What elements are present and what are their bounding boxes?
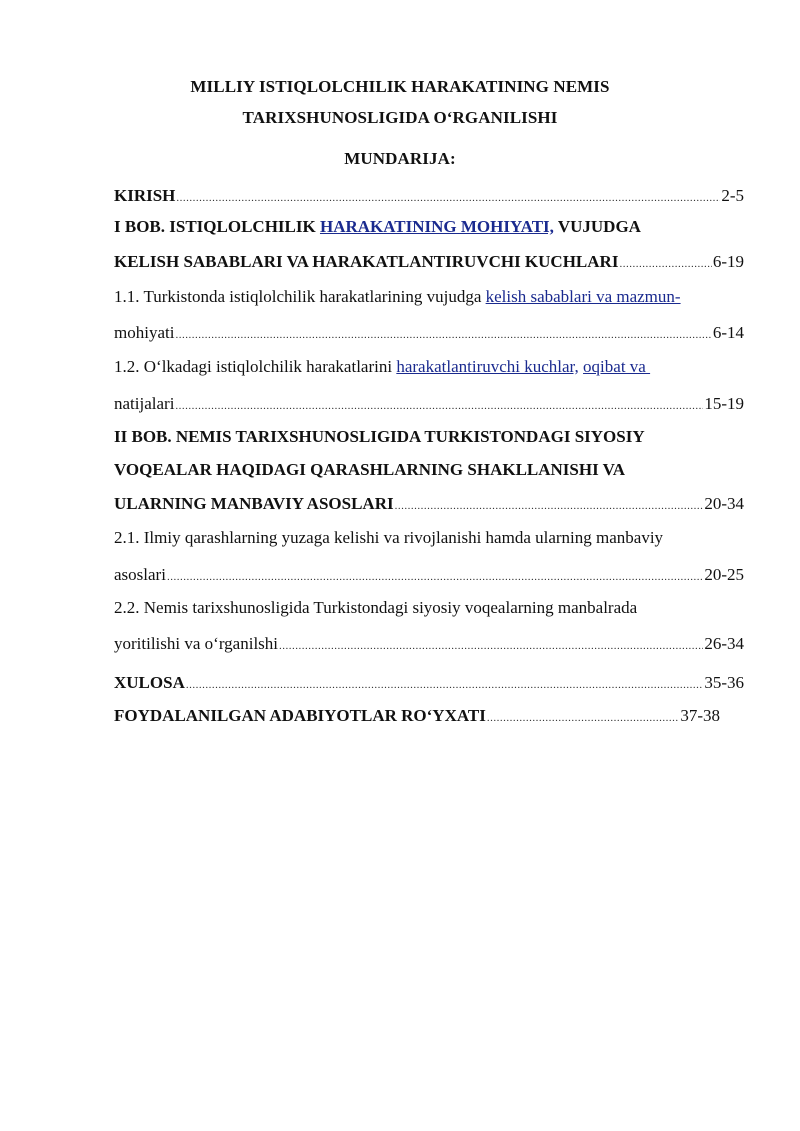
toc-entry-intro[interactable]: [114, 186, 744, 212]
document-title-line-2: TARIXSHUNOSLIGIDA O‘RGANILISHI: [242, 108, 558, 127]
toc-entry-label: VUJUDGA: [553, 217, 641, 236]
toc-entry-label: ULARNING MANBAVIY ASOSLARI: [114, 494, 394, 513]
toc-entry-label: yoritilishi va o‘rganilshi: [114, 634, 279, 653]
toc-page-range: 15-19: [704, 394, 744, 413]
toc-entry-label: II BOB. NEMIS TARIXSHUNOSLIGIDA TURKISTONDAGI SIYOSIY: [114, 427, 645, 446]
toc-entry-chapter-1-line-1: [114, 217, 744, 243]
toc-link[interactable]: oqibat va: [583, 357, 651, 376]
dot-leader: [279, 640, 703, 652]
toc-page-range: 6-14: [712, 323, 744, 342]
dot-leader: [186, 679, 703, 691]
toc-entry-chapter-1[interactable]: [114, 252, 744, 278]
toc-page-range: 26-34: [704, 634, 744, 653]
toc-entry-references[interactable]: [114, 706, 720, 732]
toc-page-range: 35-36: [704, 673, 744, 692]
toc-page-range: 20-34: [704, 494, 744, 513]
toc-page-range: 37-38: [680, 706, 720, 725]
toc-entry-label: mohiyati: [114, 323, 175, 342]
toc-entry-section-1-1[interactable]: [114, 323, 744, 349]
contents-heading: MUNDARIJA:: [344, 149, 456, 168]
dot-leader: [167, 571, 703, 583]
toc-link[interactable]: kelish sabablari va mazmun-: [485, 287, 681, 306]
toc-entry-section-2-1-line-1: [114, 528, 744, 554]
toc-entry-label: 1.2. O‘lkadagi istiqlolchilik harakatlarini: [114, 357, 397, 376]
toc-page-range: 20-25: [704, 565, 744, 584]
toc-entry-section-1-2-line-1: [114, 357, 744, 383]
toc-entry-label: natijalari: [114, 394, 175, 413]
toc-entry-section-1-2[interactable]: [114, 394, 744, 420]
dot-leader: [395, 500, 704, 512]
document-title-line-1: MILLIY ISTIQLOLCHILIK HARAKATINING NEMIS: [190, 77, 610, 96]
toc-entry-label: asoslari: [114, 565, 166, 584]
toc-entry-label: 2.2. Nemis tarixshunosligida Turkistondagi siyosiy voqealarning manbalrada: [114, 598, 638, 617]
toc-entry-conclusion[interactable]: [114, 673, 744, 699]
toc-entry-chapter-2[interactable]: [114, 494, 744, 520]
toc-entry-label: XULOSA: [114, 673, 185, 692]
toc-link[interactable]: HARAKATINING MOHIYATI,: [319, 217, 554, 236]
toc-entry-section-2-2-line-1: [114, 598, 744, 624]
toc-entry-label: 1.1. Turkistonda istiqlolchilik harakatlarining vujudga: [114, 287, 486, 306]
toc-entry-section-1-1-line-1: [114, 287, 744, 313]
toc-entry-label: KELISH SABABLARI VA HARAKATLANTIRUVCHI KUCHLARI: [114, 252, 619, 271]
toc-entry-label: I BOB. ISTIQLOLCHILIK: [114, 217, 320, 236]
toc-entry-label: FOYDALANILGAN ADABIYOTLAR RO‘YXATI: [114, 706, 486, 725]
toc-entry-label: VOQEALAR HAQIDAGI QARASHLARNING SHAKLLANISHI VA: [114, 460, 626, 479]
toc-link[interactable]: harakatlantiruvchi kuchlar,: [396, 357, 579, 376]
dot-leader: [175, 400, 703, 412]
toc-page-range: 6-19: [712, 252, 744, 271]
toc-entry-section-2-2[interactable]: [114, 634, 744, 660]
dot-leader: [176, 192, 720, 204]
toc-entry-label: 2.1. Ilmiy qarashlarning yuzaga kelishi va rivojlanishi hamda ularning manbaviy: [114, 528, 664, 547]
toc-entry-label: KIRISH: [114, 186, 176, 205]
toc-entry-chapter-2-line-1: [114, 427, 744, 453]
dot-leader: [619, 258, 711, 270]
dot-leader: [487, 712, 680, 724]
toc-page-range: 2-5: [721, 186, 744, 205]
toc-entry-section-2-1[interactable]: [114, 565, 744, 591]
dot-leader: [175, 329, 711, 341]
toc-entry-chapter-2-line-2: [114, 460, 744, 486]
